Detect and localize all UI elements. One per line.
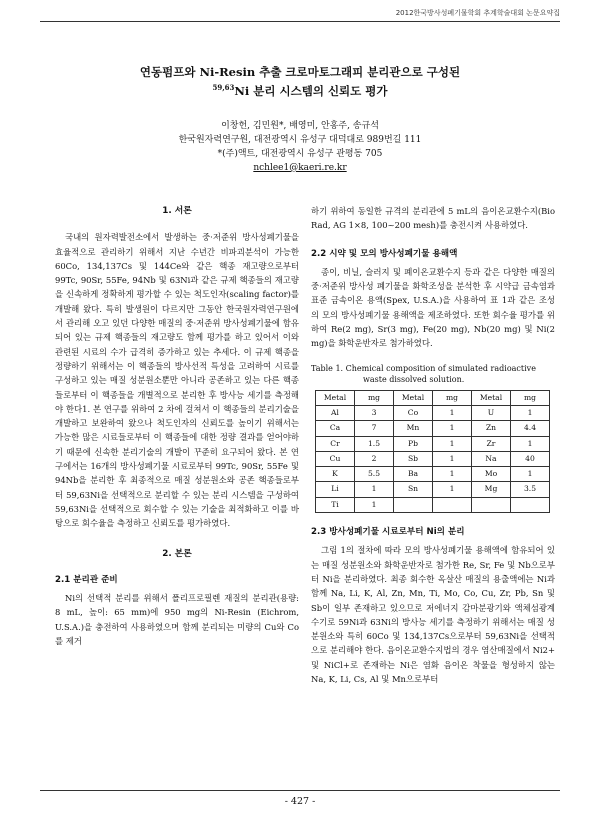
table-cell: 1.5: [355, 436, 394, 451]
table-cell: Zr: [472, 436, 511, 451]
author-block: [40, 119, 560, 175]
table-row: [316, 497, 550, 512]
section-heading-intro: 1. 서론: [162, 206, 192, 216]
left-column: [55, 204, 299, 648]
table-cell: 1: [355, 497, 394, 512]
table-cell: 1: [511, 436, 550, 451]
table-cell: Al: [316, 405, 355, 420]
author-email[interactable]: nchlee1@kaeri.re.kr: [253, 162, 347, 173]
table-cell: 2: [355, 451, 394, 466]
title-isotope-sup: 59,63: [212, 83, 235, 92]
table-body: [316, 405, 550, 512]
table-cell: 1: [433, 421, 472, 436]
table-row: [316, 467, 550, 482]
table-cell: 7: [355, 421, 394, 436]
table-header-cell: mg: [511, 390, 550, 405]
page-number: - 427 -: [284, 796, 316, 807]
table-cell: 3: [355, 405, 394, 420]
section-heading-body: 2. 본론: [162, 548, 192, 559]
composition-table: [315, 390, 550, 513]
table-cell: Pb: [394, 436, 433, 451]
table-cell: 1: [433, 482, 472, 497]
table-row: [316, 405, 550, 420]
table-header-cell: Metal: [394, 390, 433, 405]
table-cell: Ca: [316, 421, 355, 436]
table-cell: [511, 497, 550, 512]
subsection-2-1-continued: 하기 위하여 동일한 규격의 분리관에 5 mL의 음이온교환수지(Bio Rad, AG 1×8, 100~200 mesh)를 충전시켜 사용하였다.: [311, 206, 555, 231]
table-cell: 5.5: [355, 467, 394, 482]
table-cell: Mn: [394, 421, 433, 436]
table-cell: 1: [433, 436, 472, 451]
table-cell: U: [472, 405, 511, 420]
table-cell: Co: [394, 405, 433, 420]
table-caption-line-1: Table 1. Chemical composition of simulated radioactive: [311, 363, 536, 373]
subsection-heading-2-1: 2.1 분리관 준비: [55, 574, 118, 585]
table-header-cell: mg: [355, 390, 394, 405]
table-cell: 1: [511, 467, 550, 482]
affiliation-1: 한국원자력연구원, 대전광역시 유성구 대덕대로 989번길 111: [178, 134, 422, 145]
subsection-2-3-paragraph: 그림 1의 절차에 따라 모의 방사성폐기물 용해액에 함유되어 있는 매질 성분원소와 화학운반자로 첨가한 Re, Sr, Fe 및 Nb으로부터 Ni을 분리하였다. 최종 회수한 옥살산 매질의 용출액에는 Ni과 함께 Na, Li, K, Al, Zn, Mn, Ti, Mo, Co, Cu, Zr, Pb, Sn 및 Sb이 일부 존재하고 있으므로 저에너지 감마분광기와 액체섬광계수기로 59Ni과 63Ni의 방사능 세기를 측정하기 위해서는 매질 성분원소와 특히 60Co 및 134,137Cs으로부터 59,63Ni을 선택적으로 분리해야 한다. 음이온교환수지법의 경우 염산매질에서 Ni2+ 및 NiCl+로 존재하는 Ni은 염화 음이온 착물을 형성하지 않는 Na, K, Li, Cs, Al 및 Mn으로부터: [311, 545, 555, 685]
table-cell: [394, 497, 433, 512]
table-cell: 1: [355, 482, 394, 497]
table-cell: Na: [472, 451, 511, 466]
table-row: [316, 421, 550, 436]
table-cell: 40: [511, 451, 550, 466]
table-header-cell: Metal: [316, 390, 355, 405]
footer-rule: [40, 790, 560, 791]
table-header-cell: Metal: [472, 390, 511, 405]
table-cell: Ti: [316, 497, 355, 512]
paper-title: [40, 64, 560, 99]
table-cell: 1: [433, 451, 472, 466]
table-row: [316, 482, 550, 497]
subsection-heading-2-3: 2.3 방사성폐기물 시료로부터 Ni의 분리: [311, 527, 465, 538]
table-cell: Cu: [316, 451, 355, 466]
subsection-2-2-paragraph: 종이, 비닐, 슬러지 및 폐이온교환수지 등과 같은 다양한 매질의 중·저준위 방사성 폐기물을 화학조성을 분석한 후 시약급 금속염과 표준 금속이온 용액(Spex, U.S.A.)을 사용하여 표 1과 같은 조성의 모의 방사성폐기물 용해액을 제조하였다. 또한 회수율 평가를 위하여 Re(2 mg), Sr(3 mg), Fe(20 mg), Nb(20 mg) 및 Ni(2 mg)을 화학운반자로 첨가하였다.: [311, 266, 555, 349]
table-cell: Mo: [472, 467, 511, 482]
table-cell: Sb: [394, 451, 433, 466]
table-cell: Ba: [394, 467, 433, 482]
title-block: [40, 64, 560, 175]
table-cell: 1: [433, 405, 472, 420]
table-cell: Sn: [394, 482, 433, 497]
table-cell: Mg: [472, 482, 511, 497]
table-cell: Cr: [316, 436, 355, 451]
table-header-row: [316, 390, 550, 405]
intro-paragraph: 국내의 원자력발전소에서 발생하는 중·저준위 방사성폐기물을 효율적으로 관리하기 위해서 지난 수년간 비파괴분석이 가능한 60Co, 134,137Cs 및 144Ce와 같은 핵종 재고량으로부터 99Tc, 90Sr, 55Fe, 94Nb 및 63Ni과 같은 규제 핵종들의 재고량을 신속하게 정확하게 평가할 수 있는 척도인자(scaling factor)를 개발해 왔다. 특히 발생원이 다르지만 그동안 한국원자력연구원에서 관리해 오고 있던 다양한 매질의 중·저준위 방사성폐기물에 함유되어 있는 규제 핵종들의 재고량도 함께 평가를 하고 있어서 이와 관련된 시료의 수가 급격히 증가하고 있는 추세다. 이 규제 핵종을 정량하기 위해서는 이 핵종들의 방사선적 특성을 고려하여 시료를 구성하고 있는 매질 성분원소뿐만 아니라 공존하고 있는 다른 핵종들로부터 이 핵종들을 개별적으로 분리한 후 방사능 세기를 측정해야 한다1. 본 연구를 위하여 2 차에 걸쳐서 이 핵종들의 분리기술을 개발하고 보완하여 왔으나 척도인자의 신뢰도를 높이기 위해서는 가능한 많은 시료들로부터 이 핵종들에 대한 정량 결과를 얻어야하기 때문에 신속한 분리기술의 개발이 꾸준히 요구되어 왔다. 본 연구에서는 16개의 방사성폐기물 시료로부터 99Tc, 90Sr, 55Fe 및 94Nb을 분리한 후 최종적으로 매질 성분원소와 공존 핵종들로부터 59,63Ni을 선택적으로 분리할 수 있는 분리 시스템을 구성하여 59,63Ni을 선택적으로 회수할 수 있는 기술을 최적화하고 이를 바탕으로 회수율을 측정하고 신뢰도를 평가하였다.: [55, 232, 299, 529]
right-column: [311, 204, 555, 686]
header-rule: [40, 21, 560, 22]
table-cell: Li: [316, 482, 355, 497]
title-line-2: Ni 분리 시스템의 신뢰도 평가: [234, 83, 388, 98]
affiliation-2: *(주)액트, 대전광역시 유성구 관평동 705: [217, 148, 383, 159]
table-cell: 3.5: [511, 482, 550, 497]
table-cell: Zn: [472, 421, 511, 436]
table-row: [316, 451, 550, 466]
table-row: [316, 436, 550, 451]
table-cell: 4.4: [511, 421, 550, 436]
table-cell: [472, 497, 511, 512]
running-head: 2012한국방사성폐기물학회 추계학술대회 논문요약집: [395, 9, 560, 17]
table-caption-line-2: waste dissolved solution.: [363, 374, 465, 384]
table-caption: [311, 363, 555, 385]
table-cell: 1: [511, 405, 550, 420]
subsection-heading-2-2: 2.2 시약 및 모의 방사성폐기물 용해액: [311, 248, 458, 259]
subsection-2-1-paragraph: Ni의 선택적 분리를 위해서 폴리프로필렌 재질의 분리관(용량: 8 mL, 높이: 65 mm)에 950 mg의 Ni-Resin (Eichrom, U.S.A.)을 충전하여 사용하였으며 함께 분리되는 미량의 Cu와 Co를 제거: [55, 593, 299, 647]
table-cell: [433, 497, 472, 512]
author-names: 이창헌, 김민원*, 배영미, 안홍주, 송규석: [221, 120, 379, 131]
table-header-cell: mg: [433, 390, 472, 405]
table-cell: 1: [433, 467, 472, 482]
table-cell: K: [316, 467, 355, 482]
title-line-1: 연동펌프와 Ni-Resin 추출 크로마토그래피 분리관으로 구성된: [139, 65, 461, 79]
